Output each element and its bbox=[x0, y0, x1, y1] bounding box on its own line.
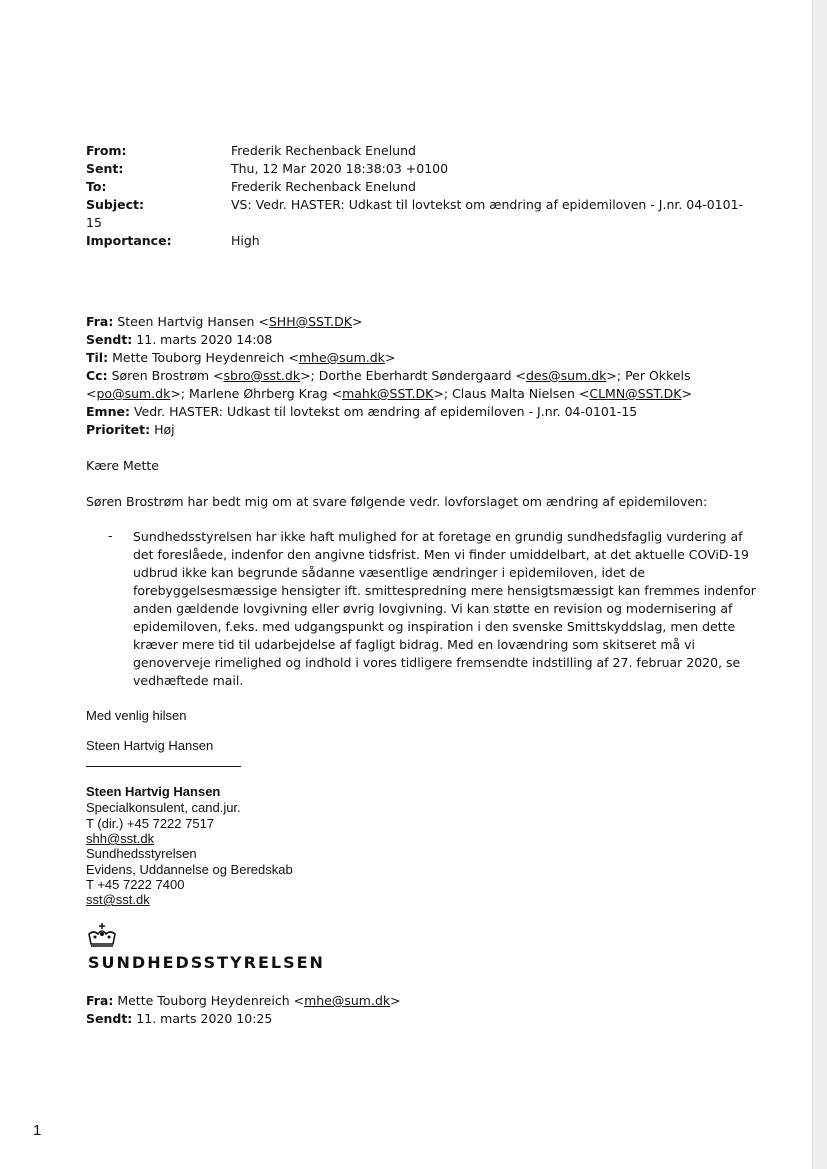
from-value: Frederik Rechenback Enelund bbox=[231, 143, 416, 158]
fwd-cc-text-c: >; Per Okkels bbox=[606, 368, 691, 383]
fwd-emne-row bbox=[86, 403, 637, 421]
fwd-sendt-row bbox=[86, 331, 272, 349]
earlier-fra-end: > bbox=[390, 993, 401, 1008]
bullet-line: anden gældende lovgivning eller øvrig lovgivning. Vi kan støtte en revision og modernisering af bbox=[133, 601, 733, 616]
fwd-cc-email-po[interactable]: po@sum.dk bbox=[96, 386, 171, 401]
fwd-fra-row bbox=[86, 313, 362, 331]
crown-logo-icon bbox=[86, 922, 118, 950]
signature-name: Steen Hartvig Hansen bbox=[86, 784, 221, 799]
fwd-emne-label: Emne: bbox=[86, 404, 130, 419]
from-label: From: bbox=[86, 143, 127, 158]
intro-paragraph: Søren Brostrøm har bedt mig om at svare følgende vedr. lovforslaget om ændring af epidemiloven: bbox=[86, 494, 708, 509]
fwd-fra-name: Steen Hartvig Hansen < bbox=[117, 314, 269, 329]
fwd-fra-end: > bbox=[351, 314, 363, 329]
signature-phone-direct: T (dir.) +45 7222 7517 bbox=[86, 816, 215, 831]
fwd-cc-email-clmn[interactable]: CLMN@SST.DK bbox=[589, 386, 682, 401]
earlier-sendt-label: Sendt: bbox=[86, 1011, 133, 1026]
earlier-fra-label: Fra: bbox=[86, 993, 114, 1008]
closing-name: Steen Hartvig Hansen bbox=[86, 738, 214, 753]
earlier-fra-name: Mette Touborg Heydenreich < bbox=[117, 993, 305, 1008]
signature-org: Sundhedsstyrelsen bbox=[86, 846, 197, 861]
fwd-cc-text-a: Søren Brostrøm < bbox=[111, 368, 224, 383]
earlier-sendt-row bbox=[86, 1010, 272, 1028]
fwd-cc2-text-c: >; Claus Malta Nielsen < bbox=[433, 386, 590, 401]
fwd-cc-email-mahk[interactable]: mahk@SST.DK bbox=[342, 386, 434, 401]
subject-label: Subject: bbox=[86, 197, 144, 212]
bullet-line: forebyggelsesmæssige hensigter ift. smittespredning mere hensigtsmæssigt kan fremmes indenfor bbox=[133, 583, 756, 598]
fwd-cc-label: Cc: bbox=[86, 368, 108, 383]
fwd-emne-value: Vedr. HASTER: Udkast til lovtekst om ændring af epidemiloven - J.nr. 04-0101-15 bbox=[133, 404, 638, 419]
bullet-line: udbrud ikke kan begrunde sådanne væsentlige ændringer i epidemiloven, idet de bbox=[133, 565, 646, 580]
earlier-fra-email-link[interactable]: mhe@sum.dk bbox=[304, 993, 391, 1008]
to-value: Frederik Rechenback Enelund bbox=[231, 179, 416, 194]
fwd-cc2-text-b: >; Marlene Øhrberg Krag < bbox=[170, 386, 343, 401]
earlier-fra-row bbox=[86, 992, 401, 1010]
fwd-prioritet-row bbox=[86, 421, 175, 439]
fwd-cc2-text-a: < bbox=[86, 386, 97, 401]
signature-email-link[interactable]: shh@sst.dk bbox=[86, 831, 155, 846]
signature-dept: Evidens, Uddannelse og Beredskab bbox=[86, 862, 293, 877]
fwd-sendt-label: Sendt: bbox=[86, 332, 133, 347]
bullet-dash: - bbox=[108, 528, 113, 543]
greeting: Kære Mette bbox=[86, 458, 159, 473]
fwd-cc-email-sbro[interactable]: sbro@sst.dk bbox=[223, 368, 301, 383]
subject-value: VS: Vedr. HASTER: Udkast til lovtekst om ændring af epidemiloven - J.nr. 04-0101- bbox=[231, 197, 744, 212]
fwd-sendt-value: 11. marts 2020 14:08 bbox=[136, 332, 273, 347]
signature-org-email-link[interactable]: sst@sst.dk bbox=[86, 892, 150, 907]
fwd-fra-label: Fra: bbox=[86, 314, 114, 329]
signature-phone: T +45 7222 7400 bbox=[86, 877, 185, 892]
page-edge bbox=[812, 0, 827, 1169]
importance-value: High bbox=[231, 233, 260, 248]
fwd-til-email-link[interactable]: mhe@sum.dk bbox=[298, 350, 385, 365]
fwd-prioritet-value: Høj bbox=[154, 422, 175, 437]
signature-title: Specialkonsulent, cand.jur. bbox=[86, 800, 241, 815]
bullet-line: Sundhedsstyrelsen har ikke haft mulighed for at foretage en grundig sundhedsfaglig vurdering af bbox=[133, 529, 743, 544]
closing: Med venlig hilsen bbox=[86, 708, 187, 723]
fwd-cc-email-des[interactable]: des@sum.dk bbox=[526, 368, 607, 383]
sent-label: Sent: bbox=[86, 161, 124, 176]
bullet-line: vedhæftede mail. bbox=[133, 673, 244, 688]
bullet-line: epidemiloven, f.eks. med udgangspunkt og inspiration i den svenske Smittskyddslag, men dette bbox=[133, 619, 736, 634]
importance-label: Importance: bbox=[86, 233, 172, 248]
subject-continuation: 15 bbox=[86, 215, 102, 230]
fwd-cc-row-2 bbox=[86, 385, 692, 403]
fwd-til-row bbox=[86, 349, 395, 367]
fwd-prioritet-label: Prioritet: bbox=[86, 422, 151, 437]
signature-divider bbox=[86, 766, 241, 767]
fwd-cc2-text-d: > bbox=[681, 386, 692, 401]
bullet-line: kræver mere tid til udarbejdelse af fagligt bidrag. Med en lovændring som skitseret må vi bbox=[133, 637, 695, 652]
page-number: 1 bbox=[33, 1122, 42, 1139]
fwd-cc-text-b: >; Dorthe Eberhardt Søndergaard < bbox=[300, 368, 526, 383]
fwd-cc-row bbox=[86, 367, 691, 385]
bullet-line: genoverveje rimelighed og indhold i vores tidligere fremsendte indstilling af 27. februar 2020, se bbox=[133, 655, 741, 670]
fwd-fra-email-link[interactable]: SHH@SST.DK bbox=[268, 314, 352, 329]
fwd-til-label: Til: bbox=[86, 350, 109, 365]
bullet-line: det foreslåede, indenfor den angivne tidsfrist. Men vi finder umiddelbart, at det aktuelle COViD-19 bbox=[133, 547, 749, 562]
fwd-til-name: Mette Touborg Heydenreich < bbox=[112, 350, 299, 365]
to-label: To: bbox=[86, 179, 107, 194]
logo-wordmark: SUNDHEDSSTYRELSEN bbox=[88, 953, 325, 972]
earlier-sendt-value: 11. marts 2020 10:25 bbox=[136, 1011, 273, 1026]
fwd-til-end: > bbox=[384, 350, 396, 365]
sent-value: Thu, 12 Mar 2020 18:38:03 +0100 bbox=[231, 161, 449, 176]
